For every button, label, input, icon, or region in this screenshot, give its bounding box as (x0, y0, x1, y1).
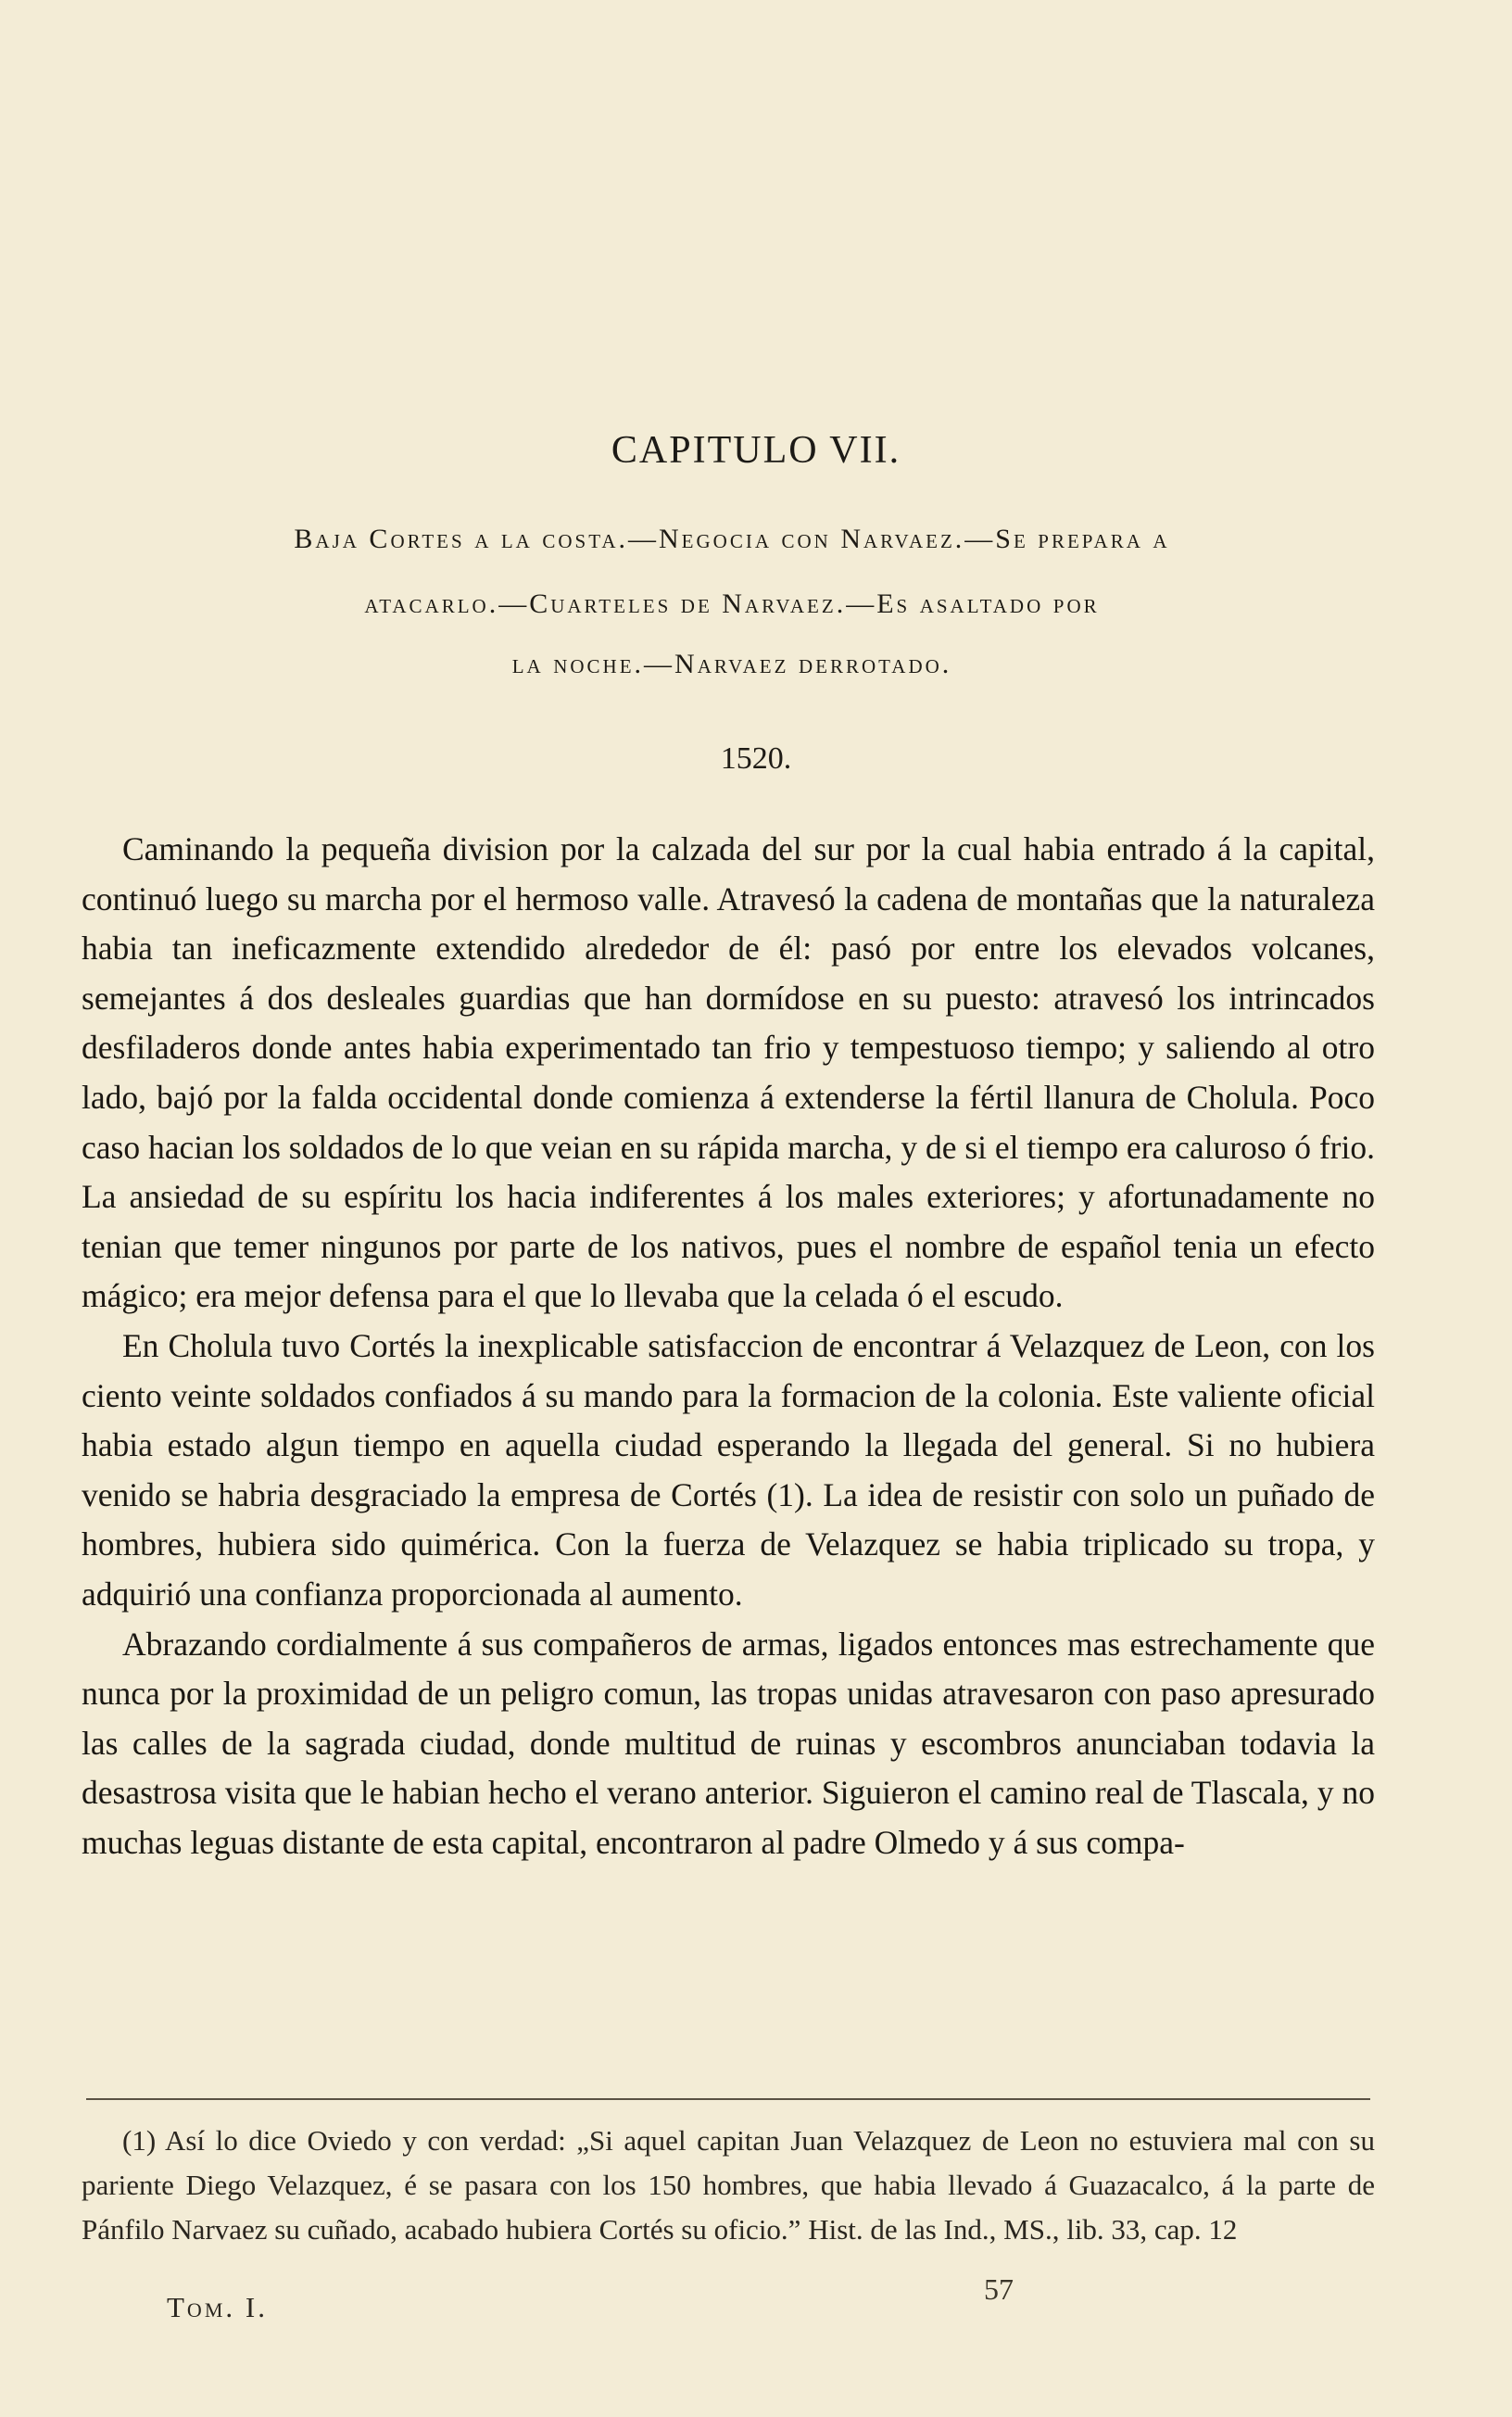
chapter-summary-line-1: Baja Cortes a la costa.—Negocia con Narvaez.—Se prepara a (294, 524, 1170, 554)
paragraph-3: Abrazando cordialmente á sus compañeros de armas, ligados entonces mas estrechamente que nunca por la proximidad de un peligro comun, las tropas unidas atravesaron con paso apresurado las calles de la sagrada ciudad, donde multitud de ruinas y escombros anunciaban todavia la desastrosa visita que le habian hecho el verano anterior. Siguieron el camino real de Tlascala, y no muchas leguas distante de esta capital, encontraron al padre Olmedo y á sus compa- (82, 1625, 1375, 1861)
paragraph-2: En Cholula tuvo Cortés la inexplicable satisfaccion de encontrar á Velazquez de Leon, con los ciento veinte soldados confiados á su mando para la formacion de la colonia. Este valiente oficial habia estado algun tiempo en aquella ciudad esperando la llegada del general. Si no hubiera venido se habria desgraciado la empresa de Cortés (1). La idea de resistir con solo un puñado de hombres, hubiera sido quimérica. Con la fuerza de Velazquez se habia triplicado su tropa, y adquirió una confianza proporcionada al aumento. (82, 1326, 1375, 1613)
chapter-summary-line-3: la noche.—Narvaez derrotado. (511, 649, 952, 679)
tome-signature: Tom. I. (167, 2291, 268, 2323)
footnote-divider (86, 2098, 1370, 2100)
page-number: 57 (984, 2272, 1014, 2306)
paragraph-1: Caminando la pequeña division por la calzada del sur por la cual habia entrado á la capital, continuó luego su marcha por el hermoso valle. Atravesó la cadena de montañas que la naturaleza habia tan ineficazmente extendido alrededor de él: pasó por entre los elevados volcanes, semejantes á dos desleales guardias que han dormídose en su puesto: atravesó los intrincados desfiladeros donde antes habia experimentado tan frio y tempestuoso tiempo; y saliendo al otro lado, bajó por la falda occidental donde comienza á extenderse la fértil llanura de Cholula. Poco caso hacian los soldados de lo que veian en su rápida marcha, y de si el tiempo era caluroso ó frio. La ansiedad de su espíritu los hacia indiferentes á los males exteriores; y afortunadamente no tenian que temer ningunos por parte de los nativos, pues el nombre de español tenia un efecto mágico; era mejor defensa para el que lo llevaba que la celada ó el escudo. (82, 830, 1375, 1315)
body-text (82, 825, 1375, 1867)
chapter-summary-line-2: atacarlo.—Cuarteles de Narvaez.—Es asaltado por (364, 588, 1100, 619)
chapter-year: 1520. (720, 741, 792, 776)
footnote: (1) Así lo dice Oviedo y con verdad: „Si aquel capitan Juan Velazquez de Leon no estuviera mal con su pariente Diego Velazquez, é se pasara con los 150 hombres, que habia llevado á Guazacalco, á la parte de Pánfilo Narvaez su cuñado, acabado hubiera Cortés su oficio.” Hist. de las Ind., MS., lib. 33, cap. 12 (82, 2124, 1375, 2246)
chapter-title: CAPITULO VII. (611, 429, 901, 472)
